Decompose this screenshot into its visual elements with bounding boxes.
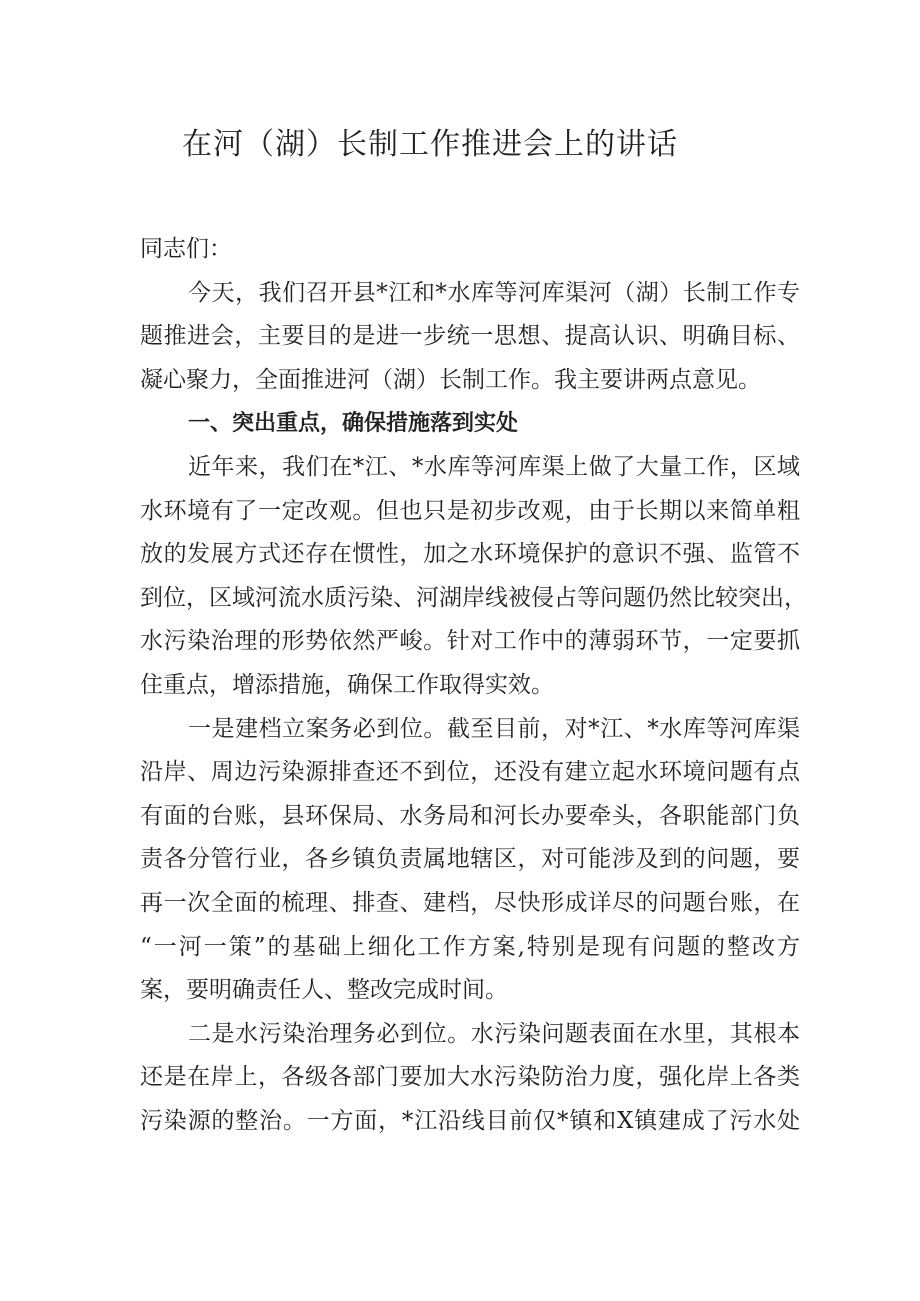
document-body — [140, 228, 807, 1143]
paragraph-line: 水环境有了一定改观。但也只是初步改观，由于长期以来简单粗 — [140, 497, 800, 524]
paragraph-line: 一是建档立案务必到位。截至目前，对*江、*水库等河库渠 — [188, 715, 800, 742]
paragraph-line: 水污染治理的形势依然严峻。针对工作中的薄弱环节，一定要抓 — [140, 628, 800, 655]
paragraph-line: 沿岸、周边污染源排查还不到位，还没有建立起水环境问题有点 — [140, 759, 800, 786]
document-title: 在河（湖）长制工作推进会上的讲话 — [182, 127, 678, 162]
section-heading: 一、突出重点，确保措施落到实处 — [188, 411, 519, 437]
paragraph-line: 住重点，增添措施，确保工作取得实效。 — [140, 671, 554, 698]
paragraph-line: 案，要明确责任人、整改完成时间。 — [140, 977, 508, 1004]
intro-line: 今天，我们召开县*江和*水库等河库渠河（湖）长制工作专 — [188, 279, 800, 306]
salutation: 同志们： — [140, 236, 232, 262]
paragraph-line: 二是水污染治理务必到位。水污染问题表面在水里，其根本 — [188, 1020, 800, 1047]
paragraph-line: 近年来，我们在*江、*水库等河库渠上做了大量工作，区域 — [188, 453, 800, 480]
paragraph-line: 还是在岸上，各级各部门要加大水污染防治力度，强化岸上各类 — [140, 1064, 800, 1091]
paragraph-line: 放的发展方式还存在惯性，加之水环境保护的意识不强、监管不 — [140, 541, 800, 568]
paragraph-line: 有面的台账，县环保局、水务局和河长办要牵头，各职能部门负 — [140, 802, 800, 829]
paragraph-line: 再一次全面的梳理、排查、建档，尽快形成详尽的问题台账，在 — [140, 889, 800, 916]
paragraph-line: “一河一策”的基础上细化工作方案,特别是现有问题的整改方 — [140, 933, 800, 960]
paragraph-line: 污染源的整治。一方面，*江沿线目前仅*镇和X镇建成了污水处 — [140, 1107, 800, 1134]
intro-line: 题推进会，主要目的是进一步统一思想、提高认识、明确目标、 — [140, 323, 800, 350]
paragraph-line: 责各分管行业，各乡镇负责属地辖区，对可能涉及到的问题，要 — [140, 846, 800, 873]
intro-line: 凝心聚力，全面推进河（湖）长制工作。我主要讲两点意见。 — [140, 366, 761, 393]
paragraph-line: 到位，区域河流水质污染、河湖岸线被侵占等问题仍然比较突出， — [140, 584, 807, 611]
